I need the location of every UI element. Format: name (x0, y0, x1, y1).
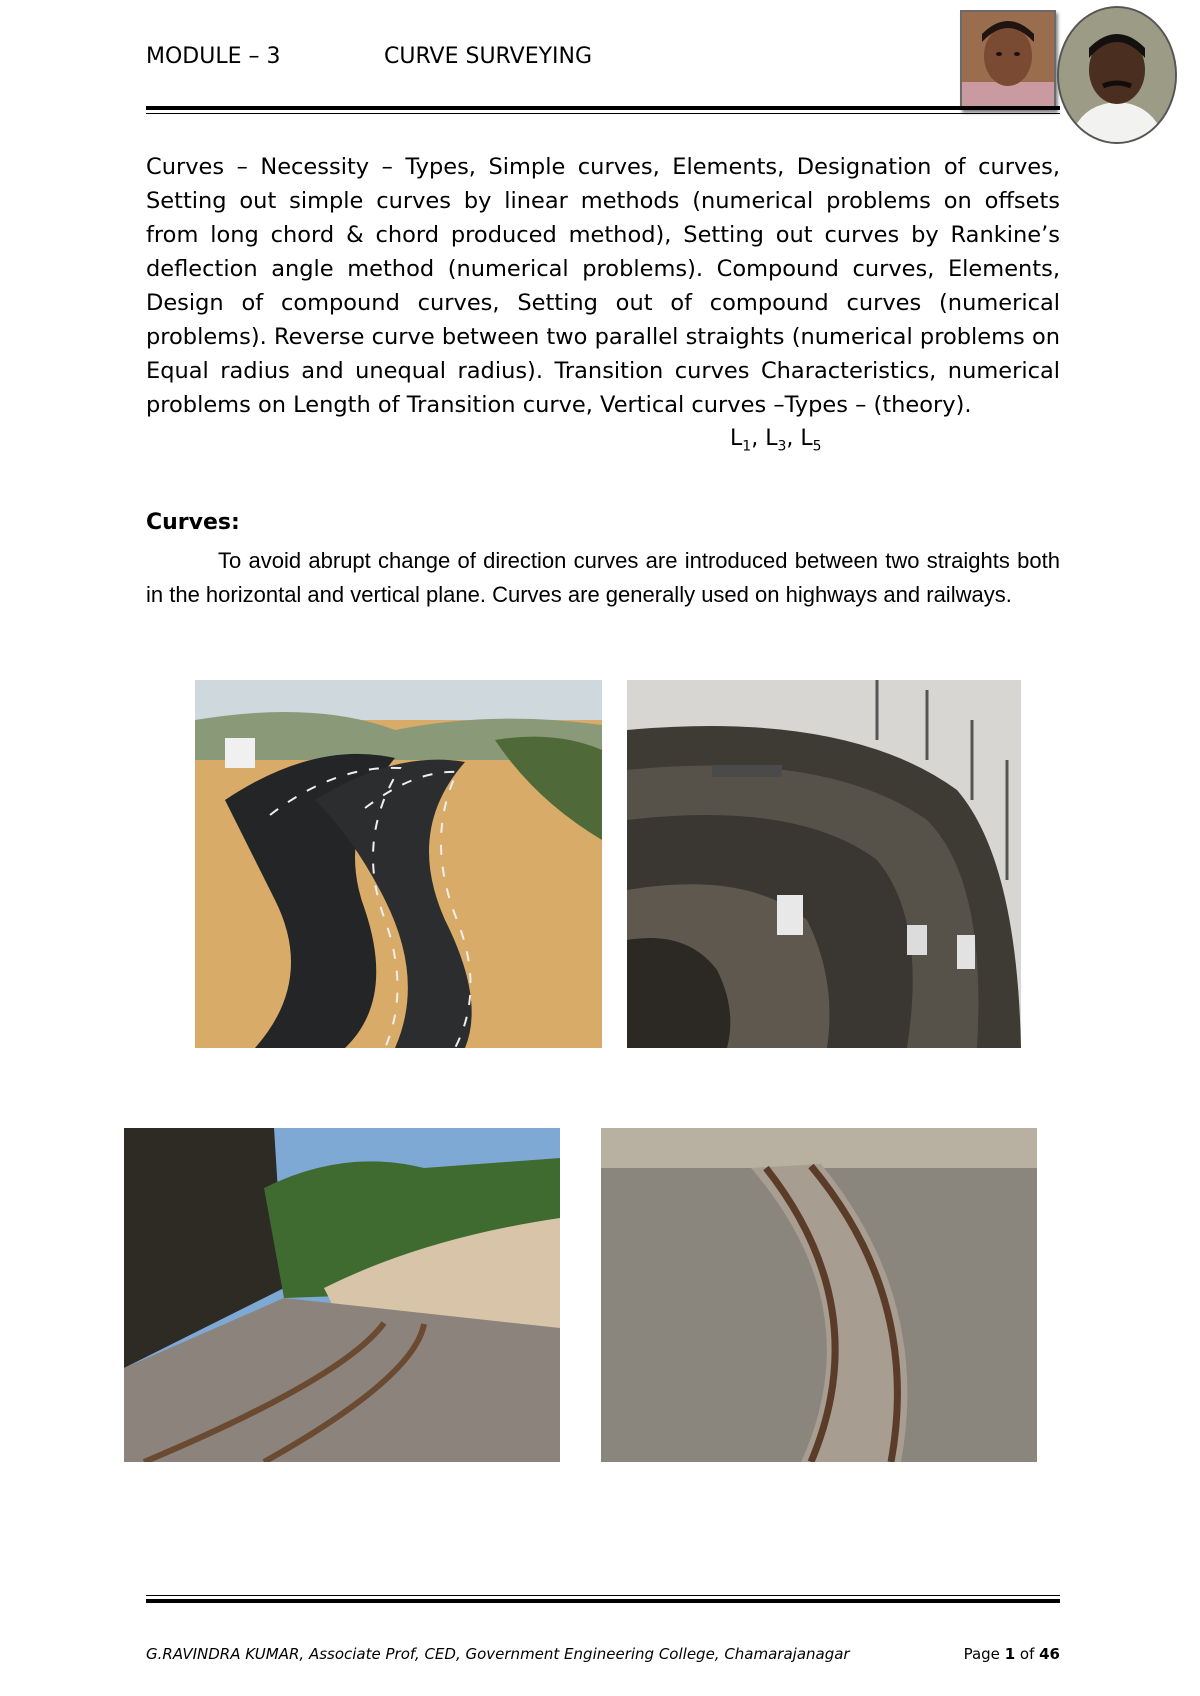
header-rule-thick (146, 106, 1060, 110)
page-number: Page 1 of 46 (963, 1645, 1060, 1663)
railway-curve-photo (601, 1128, 1037, 1462)
section-body: To avoid abrupt change of direction curves are introduced between two straights both in the horizontal and vertical plane. Curves are generally used on highways and railways. (146, 548, 1060, 607)
syllabus-paragraph: Curves – Necessity – Types, Simple curves, Elements, Designation of curves, Setting out simple curves by linear methods (numerical problems on offsets from long chord & chord produced method), Setting out curves by Rankine’s deflection angle method (numerical problems). Compound curves, Elements, Design of compound curves, Setting out of compound curves (numerical problems). Reverse curve between two parallel straights (numerical problems on Equal radius and unequal radius). Transition curves Characteristics, numerical problems on Length of Transition curve, Vertical curves –Types – (theory). (146, 154, 1060, 418)
footer-rule-thick (146, 1599, 1060, 1603)
interchange-curve-photo (627, 680, 1021, 1048)
footer-author: G.RAVINDRA KUMAR, Associate Prof, CED, Government Engineering College, Chamarajanagar (146, 1645, 850, 1663)
author-photo-child (960, 10, 1056, 110)
module-title: CURVE SURVEYING (384, 44, 593, 69)
header-rule-thin (146, 113, 1060, 114)
section-heading: Curves: (146, 510, 240, 535)
syllabus-references: $L_1$, $L_3$, $L_5$ (730, 426, 822, 455)
railway-cutting-photo (124, 1128, 560, 1462)
author-photo (1057, 6, 1177, 144)
highway-curve-photo (195, 680, 602, 1048)
module-label: MODULE – 3 (146, 44, 281, 69)
footer-rule-thin (146, 1595, 1060, 1596)
